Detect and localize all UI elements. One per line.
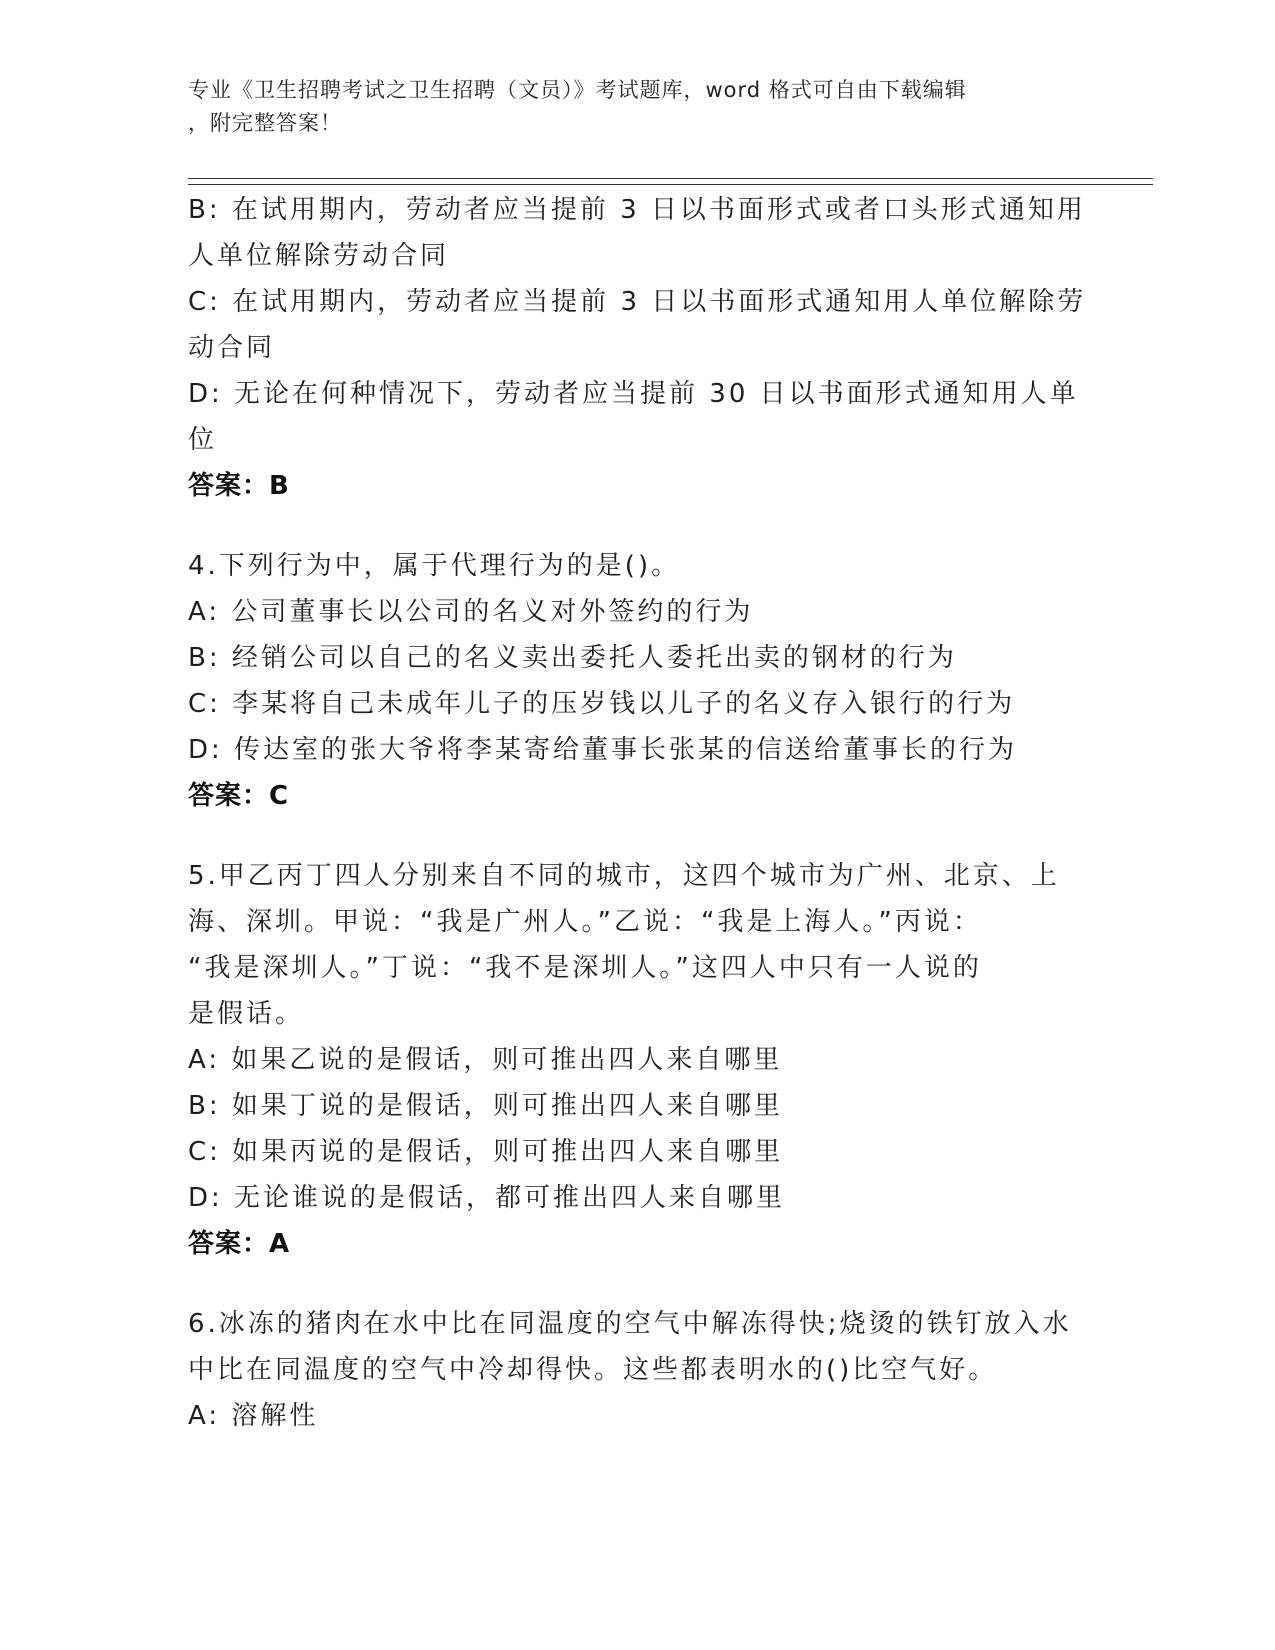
header-title-line2: ，附完整答案！ [188,111,342,135]
q4-option-b: B: 经销公司以自己的名义卖出委托人委托出卖的钢材的行为 [188,643,957,673]
q4-option-c: C: 李某将自己未成年儿子的压岁钱以儿子的名义存入银行的行为 [188,689,1016,719]
q5-option-c: C: 如果丙说的是假话，则可推出四人来自哪里 [188,1137,784,1167]
spacer [188,1267,1088,1301]
spacer [188,819,1088,853]
header-rule-bottom [188,184,1153,185]
document-body [188,187,1088,1439]
q5-question-line4: 是假话。 [188,999,305,1029]
question-4 [188,543,1088,819]
question-5 [188,853,1088,1267]
question-3 [188,187,1088,509]
q5-option-d: D: 无论谁说的是假话，都可推出四人来自哪里 [188,1183,786,1213]
header-rule-top [188,178,1153,179]
q3-option-c-line2: 动合同 [188,333,276,363]
q3-option-d-line2: 位 [188,425,218,455]
question-6 [188,1301,1088,1439]
document-header [188,74,1068,140]
q5-question-line3: “我是深圳人。”丁说：“我不是深圳人。”这四人中只有一人说的 [188,953,982,983]
header-title-line1: 专业《卫生招聘考试之卫生招聘（文员）》考试题库，word 格式可自由下载编辑 [188,78,967,102]
q4-option-a: A: 公司董事长以公司的名义对外签约的行为 [188,597,754,627]
q5-option-b: B: 如果丁说的是假话，则可推出四人来自哪里 [188,1091,783,1121]
q5-option-a: A: 如果乙说的是假话，则可推出四人来自哪里 [188,1045,783,1075]
q6-question-line1: 6.冰冻的猪肉在水中比在同温度的空气中解冻得快;烧烫的铁钉放入水 [188,1309,1072,1339]
q5-question-line1: 5.甲乙丙丁四人分别来自不同的城市，这四个城市为广州、北京、上 [188,861,1060,891]
q6-option-a: A: 溶解性 [188,1401,319,1431]
q4-answer: 答案：C [188,781,290,811]
spacer [188,509,1088,543]
q3-answer: 答案：B [188,471,290,501]
q4-question: 4.下列行为中，属于代理行为的是()。 [188,551,681,581]
q3-option-b-line2: 人单位解除劳动合同 [188,241,450,271]
q4-option-d: D: 传达室的张大爷将李某寄给董事长张某的信送给董事长的行为 [188,735,1018,765]
q3-option-c-line1: C: 在试用期内，劳动者应当提前 3 日以书面形式通知用人单位解除劳 [188,287,1087,317]
q3-option-b-line1: B: 在试用期内，劳动者应当提前 3 日以书面形式或者口头形式通知用 [188,195,1086,225]
q6-question-line2: 中比在同温度的空气中冷却得快。这些都表明水的()比空气好。 [188,1355,998,1385]
q3-option-d-line1: D: 无论在何种情况下，劳动者应当提前 30 日以书面形式通知用人单 [188,379,1079,409]
q5-question-line2: 海、深圳。甲说：“我是广州人。”乙说：“我是上海人。”丙说： [188,907,982,937]
q5-answer: 答案：A [188,1229,291,1259]
